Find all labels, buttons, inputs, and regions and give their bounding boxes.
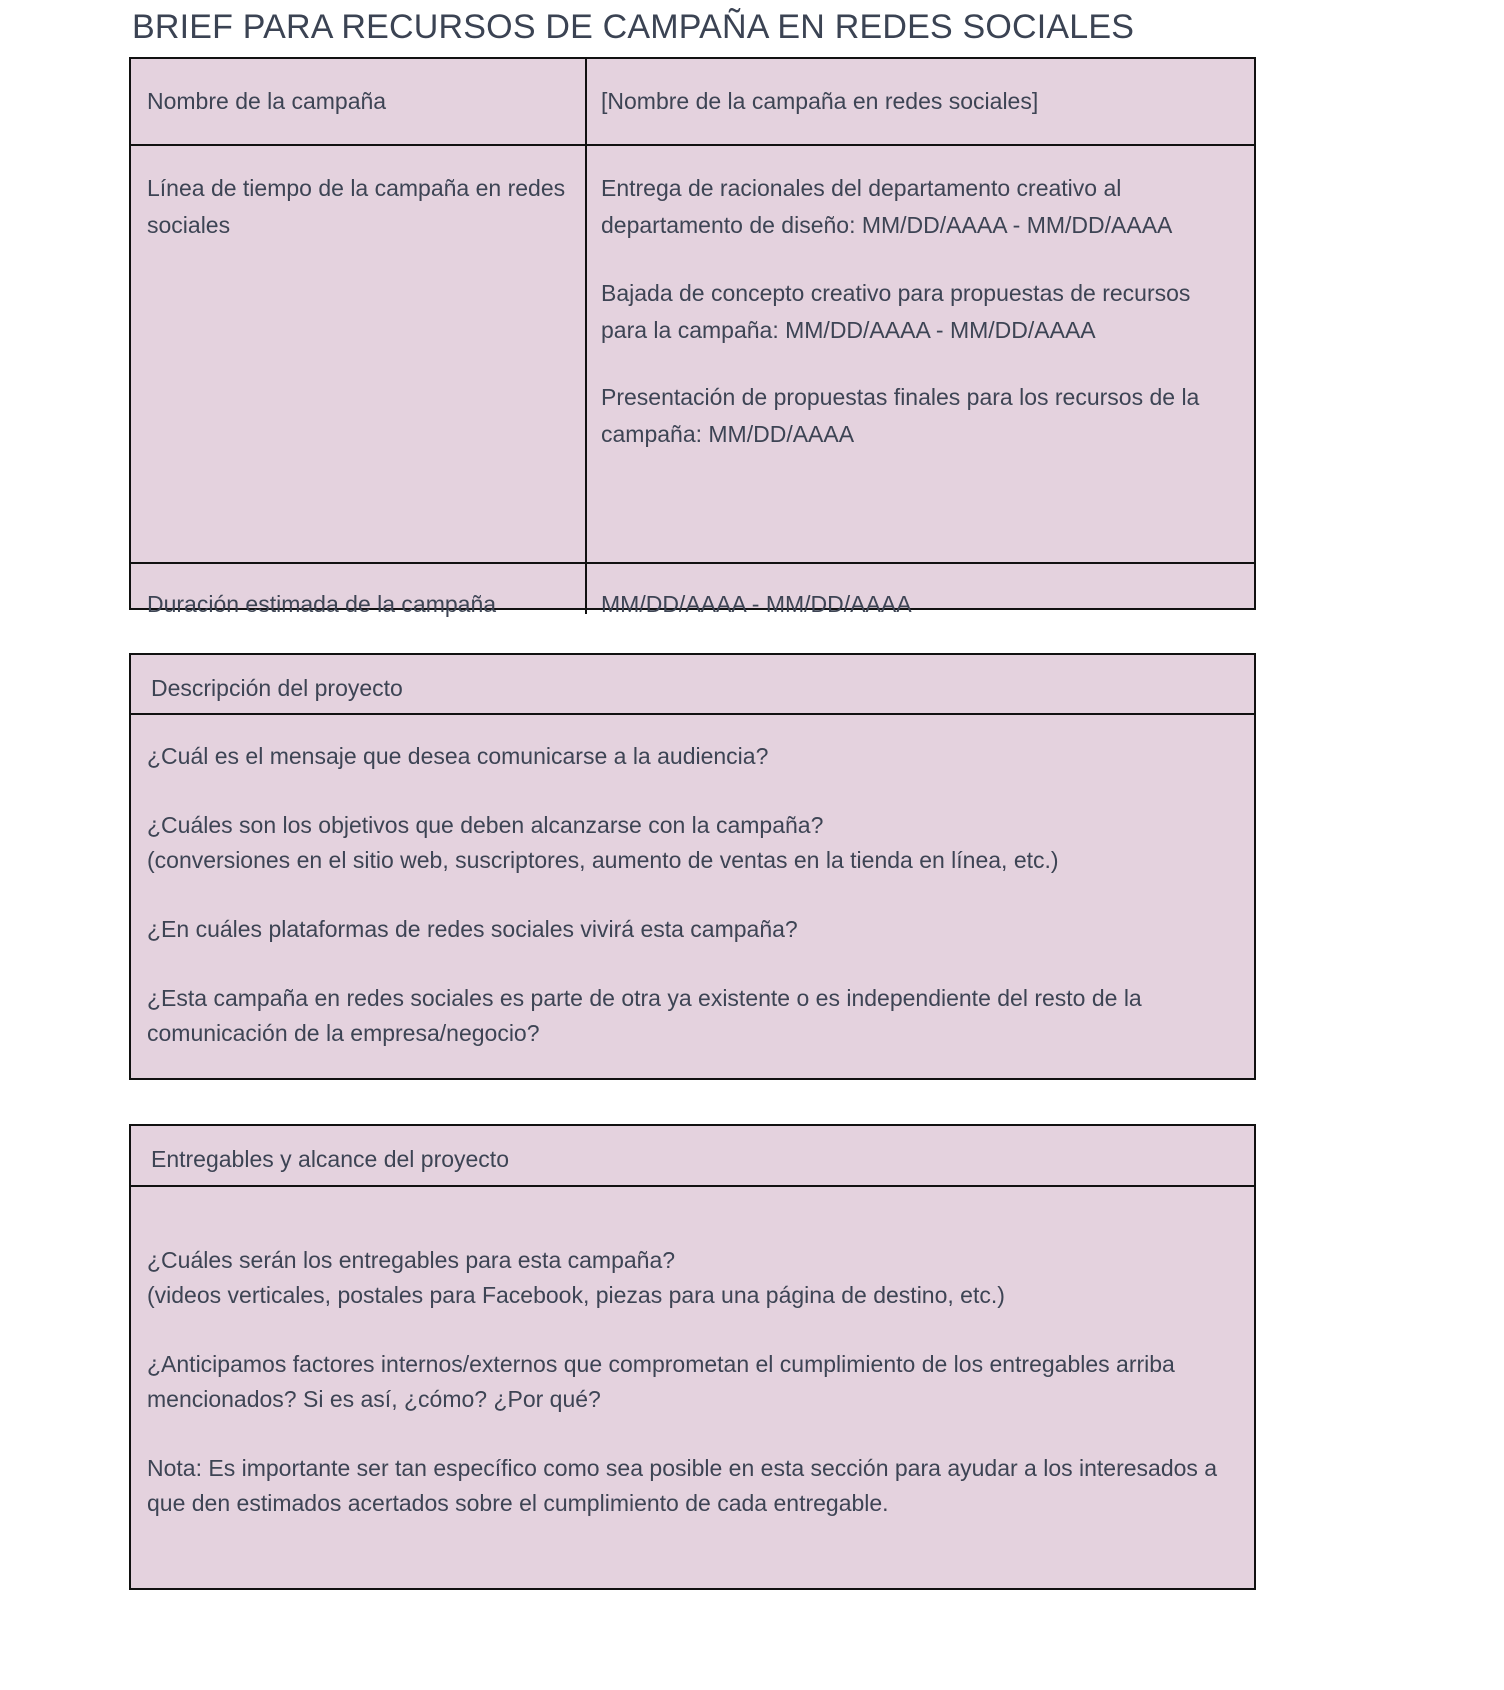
timeline-paragraph-concept: Bajada de concepto creativo para propuestas de recursos para la campaña: MM/DD/AAAA - MM/DD/AAAA	[601, 279, 1191, 343]
question-line: ¿Cuál es el mensaje que desea comunicarse a la audiencia?	[147, 743, 769, 769]
description-question-objectives	[147, 808, 1236, 878]
row-label-campaign-timeline: Línea de tiempo de la campaña en redes sociales	[131, 146, 587, 562]
timeline-paragraph-rationales: Entrega de racionales del departamento creativo al departamento de diseño: MM/DD/AAAA - MM/DD/AAAA	[601, 175, 1173, 239]
section-heading-description: Descripción del proyecto	[129, 653, 1256, 715]
row-label-campaign-name: Nombre de la campaña	[131, 59, 587, 144]
question-hint-line: (conversiones en el sitio web, suscriptores, aumento de ventas en la tienda en línea, etc.)	[147, 846, 1059, 873]
timeline-paragraph-final-presentation: Presentación de propuestas finales para los recursos de la campaña: MM/DD/AAAA	[601, 384, 1200, 448]
table-row	[131, 59, 1254, 146]
deliverables-note: Nota: Es importante ser tan específico como sea posible en esta sección para ayudar a los interesados a que den estimados acertados sobre el cumplimiento de cada entregable.	[147, 1454, 1218, 1516]
campaign-info-table	[129, 57, 1256, 617]
table-row	[131, 564, 1254, 617]
row-label-campaign-duration: Duración estimada de la campaña	[131, 564, 587, 614]
row-value-campaign-name: [Nombre de la campaña en redes sociales]	[601, 88, 1039, 114]
section-body-deliverables	[129, 1187, 1256, 1590]
deliverables-question-risks: ¿Anticipamos factores internos/externos que comprometan el cumplimiento de los entregables arriba mencionados? Si es así, ¿cómo? ¿Por qué?	[147, 1350, 1175, 1412]
description-question-message	[147, 739, 1236, 774]
page-title: BRIEF PARA RECURSOS DE CAMPAÑA EN REDES SOCIALES	[132, 8, 1135, 46]
description-question-platforms	[147, 912, 1236, 947]
section-heading-deliverables: Entregables y alcance del proyecto	[129, 1124, 1256, 1187]
table-row	[131, 146, 1254, 564]
row-value-campaign-duration: MM/DD/AAAA - MM/DD/AAAA	[601, 591, 912, 617]
question-line: ¿En cuáles plataformas de redes sociales vivirá esta campaña?	[147, 915, 798, 942]
row-value-campaign-timeline	[587, 146, 1254, 562]
question-hint-line: (videos verticales, postales para Facebook, piezas para una página de destino, etc.)	[147, 1281, 1005, 1308]
section-body-description	[129, 715, 1256, 1080]
deliverables-question-list	[147, 1243, 1236, 1313]
question-line: ¿Cuáles son los objetivos que deben alcanzarse con la campaña?	[147, 811, 824, 838]
question-line: ¿Cuáles serán los entregables para esta campaña?	[147, 1247, 676, 1273]
description-question-independence: ¿Esta campaña en redes sociales es parte de otra ya existente o es independiente del resto de la comunicación de la empresa/negocio?	[147, 984, 1142, 1046]
